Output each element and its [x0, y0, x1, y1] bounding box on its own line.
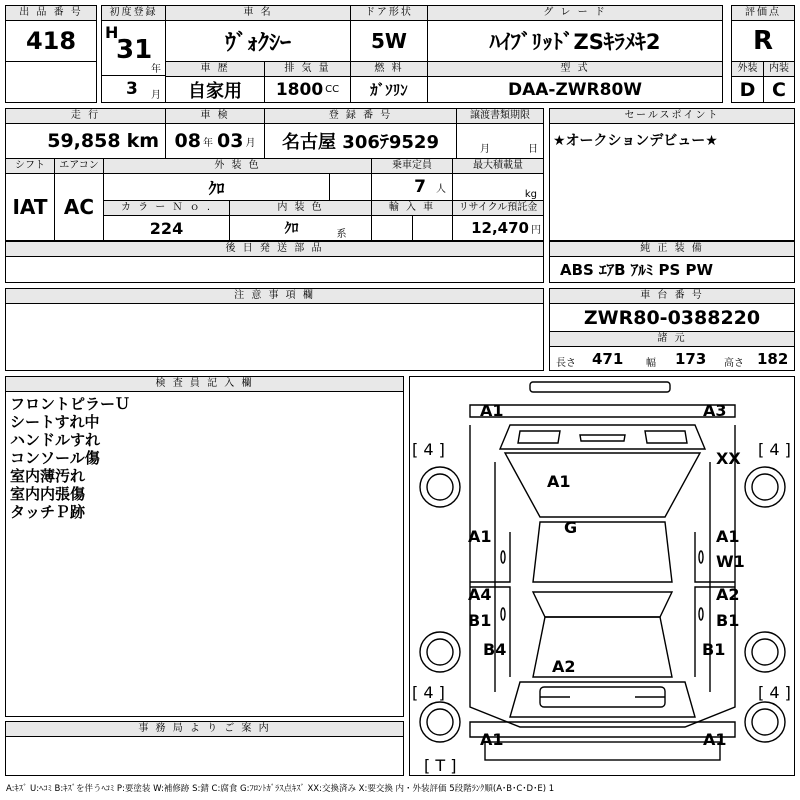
damage-label: A1 — [480, 730, 504, 749]
damage-label: A1 — [480, 401, 504, 420]
lot-label: 出 品 番 号 — [5, 5, 97, 21]
first-reg-year: 31 — [116, 35, 153, 65]
grade: ﾊｲﾌﾞﾘｯﾄﾞZSｷﾗﾒｷ2 — [427, 20, 723, 62]
damage-label: B1 — [716, 611, 740, 630]
capacity-label: 乗車定員 — [371, 158, 453, 174]
capacity-unit: 人 — [436, 183, 446, 195]
options: ABS ｴｱB ｱﾙﾐ PS PW — [549, 256, 795, 283]
int-color-unit: 系 — [336, 228, 347, 240]
chassis-label: 車 台 番 号 — [549, 288, 795, 304]
inspection-box — [165, 123, 265, 159]
note-line: タッチＰ跡 — [10, 503, 86, 521]
specs-box — [549, 346, 795, 371]
damage-label: B4 — [483, 640, 507, 659]
damage-label: G — [564, 518, 578, 537]
width: 173 — [675, 350, 707, 368]
ac: AC — [54, 173, 104, 241]
plate-label: 登 録 番 号 — [264, 108, 457, 124]
length-label: 長さ — [556, 358, 576, 369]
office-box — [5, 736, 404, 776]
first-reg-label: 初度登録 — [101, 5, 166, 21]
displacement-unit: CC — [325, 84, 340, 95]
damage-label: A1 — [716, 527, 740, 546]
damage-label: XX — [716, 449, 741, 468]
color-no-label: カ ラ ー Ｎ ｏ . — [103, 200, 230, 216]
transfer-month: 月 — [480, 144, 490, 155]
load-label: 最大積載量 — [452, 158, 544, 174]
exterior-grade: D — [731, 76, 764, 103]
first-reg-month-box — [101, 75, 166, 103]
sales-label: セールスポイント — [549, 108, 795, 124]
capacity-box — [371, 173, 453, 201]
exterior-label: 外装 — [731, 61, 764, 77]
note-line: ハンドルすれ — [10, 431, 101, 449]
damage-label: A2 — [716, 585, 740, 604]
interior-label: 内装 — [763, 61, 795, 77]
inspector-notes — [5, 391, 404, 717]
int-color-box — [229, 215, 372, 241]
load-box — [452, 173, 544, 201]
tire-tread-label: [ 4 ] — [758, 683, 791, 702]
chassis-number: ZWR80-0388220 — [549, 303, 795, 332]
inspection-year-unit: 年 — [203, 137, 213, 149]
fuel: ｶﾞｿﾘﾝ — [350, 76, 428, 103]
height: 182 — [757, 350, 789, 368]
recycle-box — [452, 215, 544, 241]
import-box-left — [371, 215, 413, 241]
mileage-box — [5, 123, 166, 159]
recycle-fee: 12,470 — [471, 219, 529, 237]
car-name-label: 車 名 — [165, 5, 351, 21]
car-diagram — [409, 376, 795, 776]
note-line: コンソール傷 — [10, 449, 100, 467]
lot-blank — [5, 61, 97, 103]
recycle-label: リサイクル預託金 — [452, 200, 544, 216]
year-unit: 年 — [151, 64, 161, 75]
sales-box — [549, 123, 795, 241]
note-line: フロントピラーＵ — [10, 395, 131, 413]
shift-label: シフト — [5, 158, 55, 174]
mileage-unit: km — [126, 130, 159, 152]
load-unit: kg — [524, 188, 537, 200]
tire-tread-label: [ 4 ] — [758, 440, 791, 459]
displacement-label: 排 気 量 — [264, 61, 351, 77]
office-label: 事 務 局 よ り ご 案 内 — [5, 721, 404, 737]
capacity: 7 — [414, 177, 426, 197]
width-label: 幅 — [646, 358, 656, 369]
first-reg-year-box — [101, 20, 166, 76]
damage-label: A1 — [468, 527, 492, 546]
transfer-label: 譲渡書類期限 — [456, 108, 544, 124]
score-label: 評価点 — [731, 5, 795, 21]
displacement-box — [264, 76, 351, 103]
specs-label: 諸 元 — [549, 331, 795, 347]
history-label: 車 歴 — [165, 61, 265, 77]
inspector-label: 検 査 員 記 入 欄 — [5, 376, 404, 392]
inspection-month-unit: 月 — [245, 137, 256, 149]
damage-label: A3 — [703, 401, 727, 420]
grade-label: グ レ ー ド — [427, 5, 723, 21]
length: 471 — [592, 350, 624, 368]
transfer-box — [456, 123, 544, 159]
door-label: ドア形状 — [350, 5, 428, 21]
mileage: 59,858 — [47, 130, 121, 152]
interior-grade: C — [763, 76, 795, 103]
model-label: 型 式 — [427, 61, 723, 77]
door-type: 5W — [350, 20, 428, 62]
int-color-label: 内 装 色 — [229, 200, 372, 216]
damage-label: A2 — [552, 657, 576, 676]
interior-color: ｸﾛ — [284, 221, 299, 237]
notices-box — [5, 303, 544, 371]
inspection-label: 車 検 — [165, 108, 265, 124]
car-outline-icon — [410, 377, 794, 775]
note-line: 室内薄汚れ — [10, 467, 86, 485]
legend: A:ｷｽﾞ U:ﾍｺﾐ B:ｷｽﾞを伴うﾍｺﾐ P:要塗装 W:補修跡 S:錆 C:腐食 G:ﾌﾛﾝﾄｶﾞﾗｽ点ｷｽﾞ XX:交換済み X:要交換 内・外装評価 5段階ﾗﾝｸ順(A･B･C･D･E) 1 — [6, 784, 555, 794]
era: H — [105, 23, 119, 42]
displacement: 1800 — [275, 79, 324, 100]
damage-label: W1 — [716, 552, 745, 571]
note-line: 室内内張傷 — [10, 485, 86, 503]
month-unit: 月 — [151, 90, 161, 101]
damage-label: A4 — [468, 585, 492, 604]
score: R — [731, 20, 795, 62]
lot-number: 418 — [5, 20, 97, 62]
damage-label: A1 — [703, 730, 727, 749]
height-label: 高さ — [724, 358, 744, 369]
damage-label: A1 — [547, 472, 571, 491]
shift: IAT — [5, 173, 55, 241]
damage-label: B1 — [468, 611, 492, 630]
fuel-label: 燃 料 — [350, 61, 428, 77]
import-box-right — [412, 215, 453, 241]
notices-label: 注 意 事 項 欄 — [5, 288, 544, 304]
plate-number: 名古屋 306ﾃ9529 — [264, 123, 457, 159]
color-extra — [329, 173, 372, 201]
inspection-year: 08 — [174, 130, 201, 152]
history: 自家用 — [165, 76, 265, 103]
tire-tread-label: [ 4 ] — [412, 440, 445, 459]
spare-tire-label: [ T ] — [424, 756, 457, 775]
color-label: 外 装 色 — [103, 158, 372, 174]
mileage-label: 走 行 — [5, 108, 166, 124]
tire-tread-label: [ 4 ] — [412, 683, 445, 702]
inspection-month: 03 — [217, 130, 244, 152]
ac-label: エアコン — [54, 158, 104, 174]
options-label: 純 正 装 備 — [549, 241, 795, 257]
later-parts-label: 後 日 発 送 部 品 — [5, 241, 544, 257]
damage-label: B1 — [702, 640, 726, 659]
import-label: 輸 入 車 — [371, 200, 453, 216]
later-parts-box — [5, 256, 544, 283]
sales-point: ★オークションデビュー★ — [553, 133, 718, 149]
note-line: シートすれ中 — [10, 413, 100, 431]
transfer-day: 日 — [528, 144, 538, 155]
color-number: 224 — [103, 215, 230, 241]
recycle-unit: 円 — [531, 224, 541, 236]
exterior-color: ｸﾛ — [103, 173, 330, 201]
car-name: ｳﾞｫｸｼｰ — [165, 20, 351, 62]
first-reg-month: 3 — [126, 79, 138, 99]
model: DAA-ZWR80W — [427, 76, 723, 103]
